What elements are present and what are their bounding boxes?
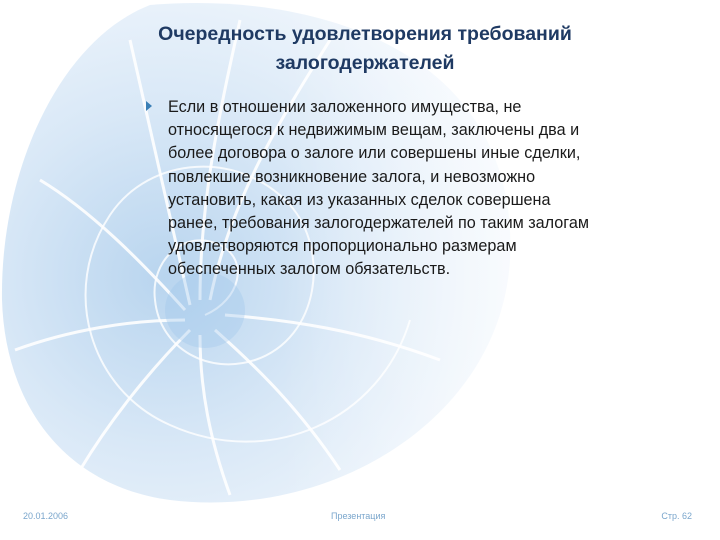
bullet-text-line: удовлетворяются пропорционально размерам bbox=[168, 237, 517, 256]
bullet-text-line: Если в отношении заложенного имущества, не bbox=[168, 98, 522, 116]
slide-title bbox=[150, 20, 580, 78]
footer-page-number: Стр. 62 bbox=[661, 511, 692, 521]
bullet-text bbox=[168, 96, 701, 282]
right-triangle-bullet-icon bbox=[146, 101, 152, 111]
bullet-text-line: обеспеченных залогом обязательств. bbox=[168, 260, 451, 279]
bullet-text-line: повлекшие возникновение залога, и невозможно bbox=[168, 167, 536, 186]
bullet-item bbox=[146, 96, 701, 282]
footer-date: 20.01.2006 bbox=[23, 511, 69, 521]
slide-title-line: Очередность удовлетворения требований bbox=[158, 23, 572, 45]
footer-presentation-label: Презентация bbox=[331, 511, 386, 521]
bullet-text-line: ранее, требования залогодержателей по таким залогам bbox=[168, 214, 589, 233]
bullet-text-line: более договора о залоге или совершены иные сделки, bbox=[168, 144, 581, 163]
bullet-text-line: установить, какая из указанных сделок совершена bbox=[168, 190, 551, 209]
bullet-text-line: относящегося к недвижимым вещам, заключены два и bbox=[168, 121, 580, 140]
slide-title-line: залогодержателей bbox=[275, 52, 455, 74]
